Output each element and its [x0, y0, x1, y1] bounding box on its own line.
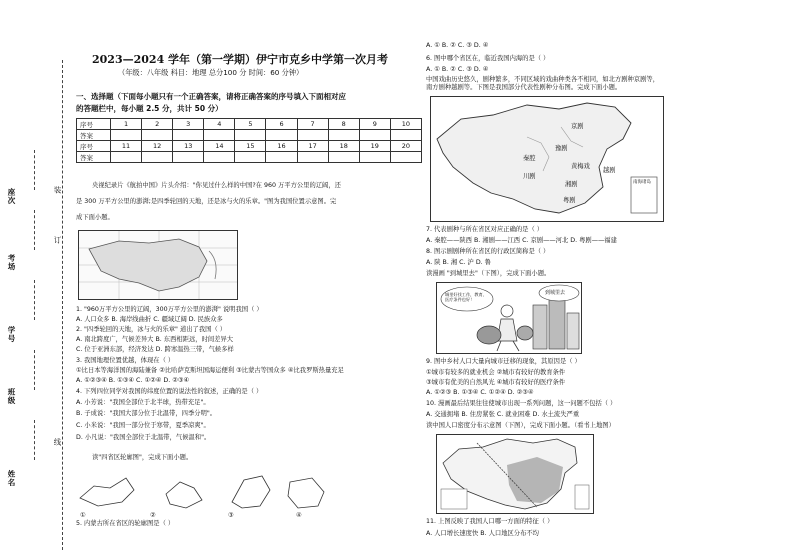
- exam-title: 2023—2024 学年（第一学期）伊宁市克乡中学第一次月考: [92, 53, 389, 66]
- table-cell: 5: [235, 119, 266, 130]
- class-label: 班级: [7, 388, 16, 405]
- seat-label: 座次: [7, 188, 16, 205]
- answer-cell[interactable]: [328, 130, 359, 141]
- table-cell: 4: [204, 119, 235, 130]
- question-10: 10. 漫画最后结果往往使城市出现一系列问题，这一问题不包括（ ）: [426, 400, 617, 407]
- table-cell: 18: [328, 141, 359, 152]
- intro-line-3: 成下面小题。: [76, 214, 114, 221]
- table-cell: 16: [266, 141, 297, 152]
- table-cell: 答案: [77, 152, 111, 163]
- table-cell: 6: [266, 119, 297, 130]
- question-4: 4. 下列四位同学对我国的纬度位置的说法性的叙述，正确的是（ ）: [76, 388, 263, 395]
- opera-label-yueju-guang: 粤剧: [563, 197, 576, 204]
- table-row: [77, 141, 422, 152]
- answer-cell[interactable]: [142, 152, 173, 163]
- population-map-intro: 读中国人口密度分布示意图（下图），完成下面小题。（看书上地图）: [426, 422, 615, 429]
- answer-cell[interactable]: [266, 152, 297, 163]
- question-2: 2. "四季轮回的天地，冰与火的乐章" 道出了我国（ ）: [76, 326, 227, 333]
- opera-distribution-map: [430, 96, 664, 222]
- population-density-map: [436, 434, 594, 514]
- question-9: 9. 图中乡村人口大量向城市迁移的现象，其原因是（ ）: [426, 358, 581, 365]
- question-8: 8. 图示剧剧种所在省区的行政区简称是（ ）: [426, 248, 550, 255]
- opera-label-yueju-zhe: 越剧: [603, 167, 616, 174]
- question-7-options: A. 秦腔——陕西 B. 湘剧——江西 C. 京剧——河北 D. 粤剧——福建: [426, 237, 617, 244]
- table-cell: 15: [235, 141, 266, 152]
- name-fill-line: [34, 420, 35, 460]
- opera-map-graphic: [431, 97, 663, 221]
- population-map-graphic: [437, 435, 593, 513]
- question-9-statements-12: ①城市有较多的就业机会 ②城市有较好的教育条件: [426, 369, 566, 376]
- opera-label-chuanju: 川剧: [523, 173, 536, 180]
- question-8-options: A. 陕 B. 湘 C. 沪 D. 鲁: [426, 259, 491, 266]
- table-row: [77, 152, 422, 163]
- cut-char-xian: 线: [53, 438, 62, 447]
- exam-room-label: 考场: [7, 254, 16, 271]
- table-cell: 2: [142, 119, 173, 130]
- table-cell: 7: [297, 119, 328, 130]
- answer-cell[interactable]: [328, 152, 359, 163]
- question-3-statements: ①比日本等海洋国的海陆兼备 ②比哈萨克斯坦国海运便利 ③比蒙古等国众多 ④比我罗斯热量充足: [76, 367, 344, 374]
- table-cell: 20: [390, 141, 421, 152]
- question-3: 3. 我国地理位置优越，体现在（ ）: [76, 357, 175, 364]
- question-5-options: A. ① B. ② C. ③ D. ④: [426, 42, 489, 49]
- outline-label-1: ①: [80, 512, 86, 519]
- table-cell: 17: [297, 141, 328, 152]
- intro-line-1: 央视纪录片《航拍中国》片头介绍："你见过什么样的中国?在 960 万平方公里的辽阔，还: [92, 182, 341, 189]
- question-6-options: A. ① B. ② C. ③ D. ④: [426, 66, 489, 73]
- number-fill-line: [34, 280, 35, 320]
- outline-label-2: ②: [150, 512, 156, 519]
- question-1: 1. "960万平方公里的辽阔，300万平方公里的澎湃" 说明我国（ ）: [76, 306, 263, 313]
- answer-cell[interactable]: [111, 152, 142, 163]
- table-cell: 14: [204, 141, 235, 152]
- to-the-city-cartoon: [436, 282, 582, 354]
- answer-cell[interactable]: [359, 152, 390, 163]
- question-9-statements-34: ③城市有优美的自然风光 ④城市有较好的医疗条件: [426, 379, 566, 386]
- answer-cell[interactable]: [266, 130, 297, 141]
- student-number-label: 学号: [7, 326, 16, 343]
- seat-fill-line: [34, 150, 35, 190]
- question-2-options-ab: A. 南北跨度广，气候差异大 B. 东西相距远，时间差异大: [76, 336, 234, 343]
- question-10-options: A. 交通拥堵 B. 住房紧张 C. 就业困难 D. 水土流失严重: [426, 411, 580, 418]
- binding-cut-line: [62, 60, 63, 550]
- answer-cell[interactable]: [390, 130, 421, 141]
- class-fill-line: [34, 350, 35, 390]
- cut-char-ding: 订: [53, 236, 62, 245]
- cartoon-thought-bubble: 城里好找工作，教育、医疗条件也好！: [445, 292, 487, 302]
- question-4-option-a: A. 小芳说："我国全部位于北半球，热带充足"。: [76, 399, 210, 406]
- table-cell: 序号: [77, 119, 111, 130]
- opera-label-jingju: 京剧: [571, 123, 584, 130]
- question-7: 7. 代表剧种与所在省区对应正确的是（ ）: [426, 226, 544, 233]
- answer-table: [76, 118, 422, 163]
- answer-cell[interactable]: [297, 152, 328, 163]
- cartoon-intro: 读漫画 "到城里去"（下图），完成下面小题。: [426, 270, 551, 277]
- opera-label-xiangju: 湘剧: [565, 181, 578, 188]
- table-cell: 8: [328, 119, 359, 130]
- table-cell: 19: [359, 141, 390, 152]
- opera-label-qinqiang: 秦腔: [523, 155, 536, 162]
- answer-cell[interactable]: [173, 152, 204, 163]
- answer-cell[interactable]: [173, 130, 204, 141]
- table-cell: 12: [142, 141, 173, 152]
- table-cell: 序号: [77, 141, 111, 152]
- opera-label-yuju: 豫剧: [555, 145, 568, 152]
- exam-subtitle: （年级：八年级 科目：地理 总分100 分 时间：60 分钟）: [118, 68, 304, 77]
- question-3-options: A. ①②③④ B. ①③④ C. ①②④ D. ②③④: [76, 377, 190, 384]
- outline-label-3: ③: [228, 512, 234, 519]
- question-11: 11. 上图反映了我国人口哪一方面的特征（ ）: [426, 518, 554, 525]
- answer-cell[interactable]: [390, 152, 421, 163]
- question-9-options: A. ①②③ B. ①③④ C. ①②④ D. ②③④: [426, 389, 534, 396]
- answer-cell[interactable]: [142, 130, 173, 141]
- opera-intro-line-2: 南方剧种越剧等。下图是我国部分代表性剧种分布图。完成下面小题。: [426, 84, 622, 91]
- answer-cell[interactable]: [297, 130, 328, 141]
- question-4-option-b: B. 子成说："我国大部分位于北温带，四季分明"。: [76, 410, 217, 417]
- question-5: 5. 内蒙古所在省区的轮廓图是（ ）: [76, 520, 175, 527]
- answer-cell[interactable]: [359, 130, 390, 141]
- answer-cell[interactable]: [235, 130, 266, 141]
- room-fill-line: [34, 210, 35, 250]
- cut-char-zhuang: 装: [53, 186, 62, 195]
- china-map-graphic: [79, 231, 237, 299]
- table-row: [77, 130, 422, 141]
- section1-heading-line1: 一、选择题（下面每小题只有一个正确答案，请将正确答案的序号填入下面相对应: [76, 92, 346, 101]
- question-2-options-cd: C. 位于亚洲东部，经济发达 D. 跨寒温热三带，气候多样: [76, 346, 234, 353]
- table-row: [77, 119, 422, 130]
- table-cell: 1: [111, 119, 142, 130]
- question-4-option-c: C. 小米说："我国一部分位于寒带，夏季凉爽"。: [76, 422, 210, 429]
- answer-cell[interactable]: [204, 152, 235, 163]
- answer-cell[interactable]: [235, 152, 266, 163]
- question-11-options: A. 人口增长速度快 B. 人口地区分布不均: [426, 530, 539, 537]
- question-6: 6. 图中哪个省区在，临近我国内海的是（ ）: [426, 55, 550, 62]
- answer-cell[interactable]: [111, 130, 142, 141]
- name-label: 姓名: [7, 470, 16, 487]
- south-china-sea-label: 南海诸岛: [633, 180, 651, 185]
- province-outline-intro: 读"四省区轮廓图"，完成下面小题。: [92, 454, 193, 461]
- question-1-options: A. 人口众多 B. 海岸线曲折 C. 疆域辽阔 D. 民族众多: [76, 316, 223, 323]
- intro-line-2: 是 300 万平方公里的澎湃;是四季轮回的天地，还是冰与火的乐章。"图为我国位置示意图。完: [76, 198, 337, 205]
- opera-intro-line-1: 中国戏曲历史悠久，剧种繁多，不同区域的戏曲种类各不相同，如北方剧种京剧等，: [426, 76, 659, 83]
- table-cell: 3: [173, 119, 204, 130]
- cartoon-city-sign: 到城里去: [545, 290, 566, 296]
- outline-label-4: ④: [296, 512, 302, 519]
- table-cell: 10: [390, 119, 421, 130]
- opera-label-huangmeixi: 黄梅戏: [571, 163, 590, 170]
- table-cell: 9: [359, 119, 390, 130]
- table-cell: 11: [111, 141, 142, 152]
- table-cell: 答案: [77, 130, 111, 141]
- province-outlines: [76, 468, 376, 516]
- question-4-option-d: D. 小凡说："我国全部位于北温带，气候温和"。: [76, 434, 211, 441]
- section1-heading-line2: 的答题栏中，每小题 2.5 分，共计 50 分）: [76, 104, 223, 113]
- table-cell: 13: [173, 141, 204, 152]
- answer-cell[interactable]: [204, 130, 235, 141]
- china-position-map: [78, 230, 238, 300]
